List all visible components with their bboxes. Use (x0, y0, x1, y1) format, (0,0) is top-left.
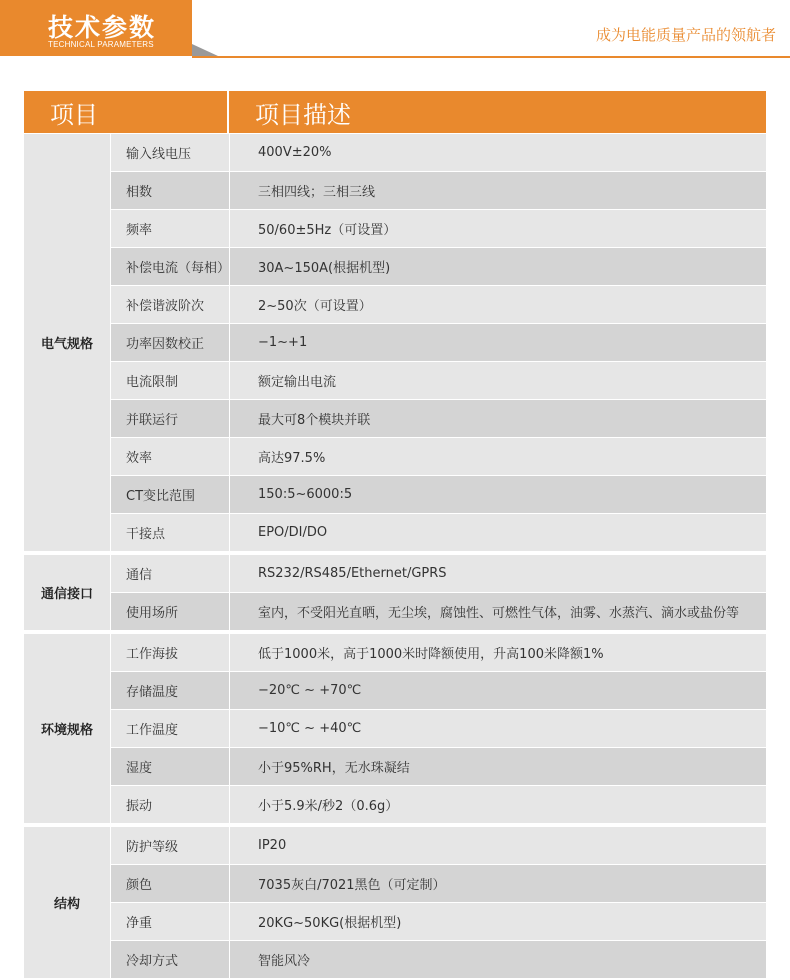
table-row (24, 172, 766, 209)
description-cell: RS232/RS485/Ethernet/GPRS (229, 552, 766, 592)
table-row (24, 362, 766, 399)
item-cell: 功率因数校正 (111, 324, 229, 361)
category-cell: 结构 (24, 824, 111, 978)
column-header-item: 项目 (24, 91, 229, 133)
table-row (24, 134, 766, 171)
item-cell: 防护等级 (111, 824, 229, 864)
item-cell: 干接点 (111, 514, 229, 551)
header-tab-shadow (192, 44, 218, 56)
item-cell: 电流限制 (111, 362, 229, 399)
table-row (24, 710, 766, 747)
table-row (24, 248, 766, 285)
table-row (24, 941, 766, 978)
table-row (24, 865, 766, 902)
category-cell: 通信接口 (24, 552, 111, 630)
description-cell: 小于95%RH，无水珠凝结 (229, 748, 766, 785)
table-row (24, 400, 766, 437)
description-cell: IP20 (229, 824, 766, 864)
item-cell: 净重 (111, 903, 229, 940)
category-cell: 环境规格 (24, 631, 111, 823)
description-cell: 高达97.5% (229, 438, 766, 475)
item-cell: 冷却方式 (111, 941, 229, 978)
table-row (24, 324, 766, 361)
item-cell: 颜色 (111, 865, 229, 902)
table-row (24, 552, 766, 592)
description-cell: −20℃ ~ +70℃ (229, 672, 766, 709)
item-cell: 工作海拔 (111, 631, 229, 671)
item-cell: 工作温度 (111, 710, 229, 747)
header-divider (192, 56, 790, 58)
description-cell: 400V±20% (229, 134, 766, 171)
description-cell: 150:5~6000:5 (229, 476, 766, 513)
page-subtitle: TECHNICAL PARAMETERS (48, 40, 154, 49)
description-cell: 低于1000米，高于1000米时降额使用，升高100米降额1% (229, 631, 766, 671)
table-row (24, 748, 766, 785)
table-row (24, 476, 766, 513)
item-cell: 相数 (111, 172, 229, 209)
description-cell: 额定输出电流 (229, 362, 766, 399)
header-slogan: 成为电能质量产品的领航者 (595, 26, 776, 44)
table-row (24, 786, 766, 823)
category-cell: 电气规格 (24, 134, 111, 551)
description-cell: 20KG~50KG(根据机型) (229, 903, 766, 940)
table-row (24, 824, 766, 864)
description-cell: 三相四线；三相三线 (229, 172, 766, 209)
item-cell: 输入线电压 (111, 134, 229, 171)
item-cell: 效率 (111, 438, 229, 475)
item-cell: 湿度 (111, 748, 229, 785)
table-body (24, 134, 766, 978)
description-cell: 30A~150A(根据机型) (229, 248, 766, 285)
table-row (24, 593, 766, 630)
item-cell: 振动 (111, 786, 229, 823)
description-cell: 50/60±5Hz（可设置） (229, 210, 766, 247)
description-cell: 最大可8个模块并联 (229, 400, 766, 437)
table-row (24, 903, 766, 940)
table-header-row (24, 91, 766, 133)
item-cell: 补偿电流（每相） (111, 248, 229, 285)
spec-table (24, 90, 766, 979)
table-row (24, 631, 766, 671)
description-cell: −10℃ ~ +40℃ (229, 710, 766, 747)
item-cell: 频率 (111, 210, 229, 247)
table-row (24, 438, 766, 475)
item-cell: 通信 (111, 552, 229, 592)
description-cell: 室内，不受阳光直晒，无尘埃，腐蚀性、可燃性气体，油雾、水蒸汽、滴水或盐份等 (229, 593, 766, 630)
item-cell: 存储温度 (111, 672, 229, 709)
table-row (24, 514, 766, 551)
item-cell: 使用场所 (111, 593, 229, 630)
column-header-description: 项目描述 (229, 91, 766, 133)
table-row (24, 210, 766, 247)
description-cell: EPO/DI/DO (229, 514, 766, 551)
table-row (24, 286, 766, 323)
description-cell: 2~50次（可设置） (229, 286, 766, 323)
page-title: 技术参数 (48, 13, 157, 42)
item-cell: CT变比范围 (111, 476, 229, 513)
table-row (24, 672, 766, 709)
description-cell: 小于5.9米/秒2（0.6g） (229, 786, 766, 823)
item-cell: 补偿谐波阶次 (111, 286, 229, 323)
description-cell: 智能风冷 (229, 941, 766, 978)
description-cell: −1~+1 (229, 324, 766, 361)
description-cell: 7035灰白/7021黑色（可定制） (229, 865, 766, 902)
item-cell: 并联运行 (111, 400, 229, 437)
